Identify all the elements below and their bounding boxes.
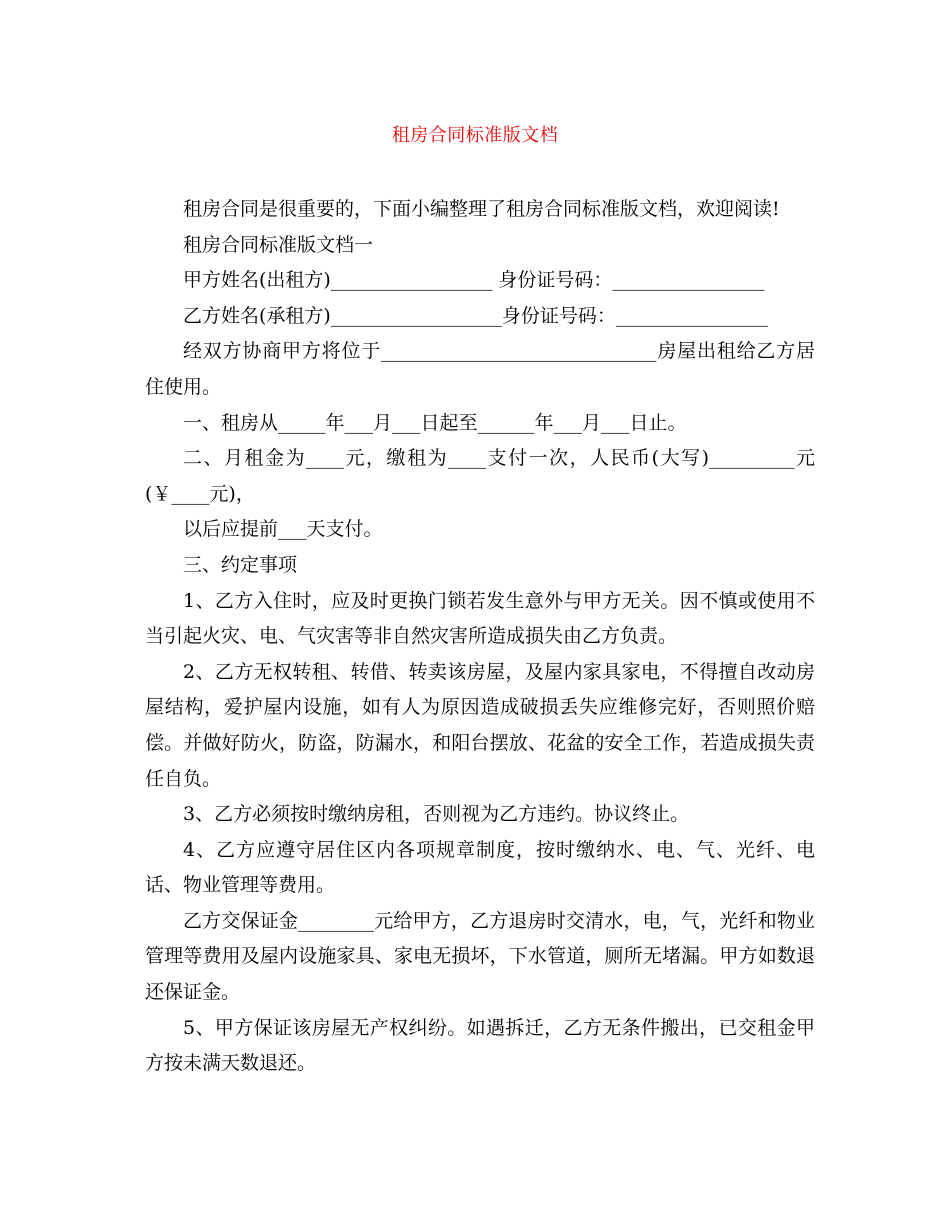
term-1-paragraph: 1、乙方入住时，应及时更换门锁若发生意外与甲方无关。因不慎或使用不当引起火灾、电、气灾害等非自然灾害所造成损失由乙方负责。 [145,589,815,648]
term-2-paragraph: 2、乙方无权转租、转借、转卖该房屋，及屋内家具家电，不得擅自改动房屋结构，爱护屋内设施，如有人为原因造成破损丢失应维修完好，否则照价赔偿。并做好防火，防盗，防漏水，和阳台摆放、花盆的安全工作，若造成损失责任自负。 [145,660,815,790]
term-3-paragraph: 3、乙方必须按时缴纳房租，否则视为乙方违约。协议终止。 [183,803,690,826]
term-4-paragraph: 4、乙方应遵守居住区内各项规章制度，按时缴纳水、电、气、光纤、电话、物业管理等费用。 [145,838,815,897]
party-a-line: 甲方姓名(出租方)_________________ 身份证号码：________________ [183,269,765,292]
party-b-line: 乙方姓名(承租方)__________________身份证号码：________________ [183,304,768,327]
term-5-paragraph: 5、甲方保证该房屋无产权纠纷。如遇拆迁，乙方无条件搬出，已交租金甲方按未满天数退还。 [145,1016,815,1075]
clause-3-heading: 三、约定事项 [183,553,298,576]
deposit-paragraph: 乙方交保证金________元给甲方，乙方退房时交清水，电，气，光纤和物业管理等费用及屋内设施家具、家电无损坏，下水管道，厕所无堵漏。甲方如数退还保证金。 [145,909,815,1004]
section-heading: 租房合同标准版文档一 [183,233,374,256]
clause-2-rent: 二、月租金为____元，缴租为____支付一次，人民币(大写)_________元(￥____元)， [145,447,815,505]
clause-1-term: 一、租房从_____年___月___日起至______年___月___日止。 [183,411,687,434]
document-body [145,192,815,1082]
property-location-paragraph: 经双方协商甲方将位于_____________________________房屋出租给乙方居住使用。 [145,340,815,398]
intro-paragraph: 租房合同是很重要的，下面小编整理了租房合同标准版文档，欢迎阅读! [183,198,780,220]
document-title: 租房合同标准版文档 [391,125,559,146]
clause-2-advance-payment: 以后应提前___天支付。 [183,518,383,541]
